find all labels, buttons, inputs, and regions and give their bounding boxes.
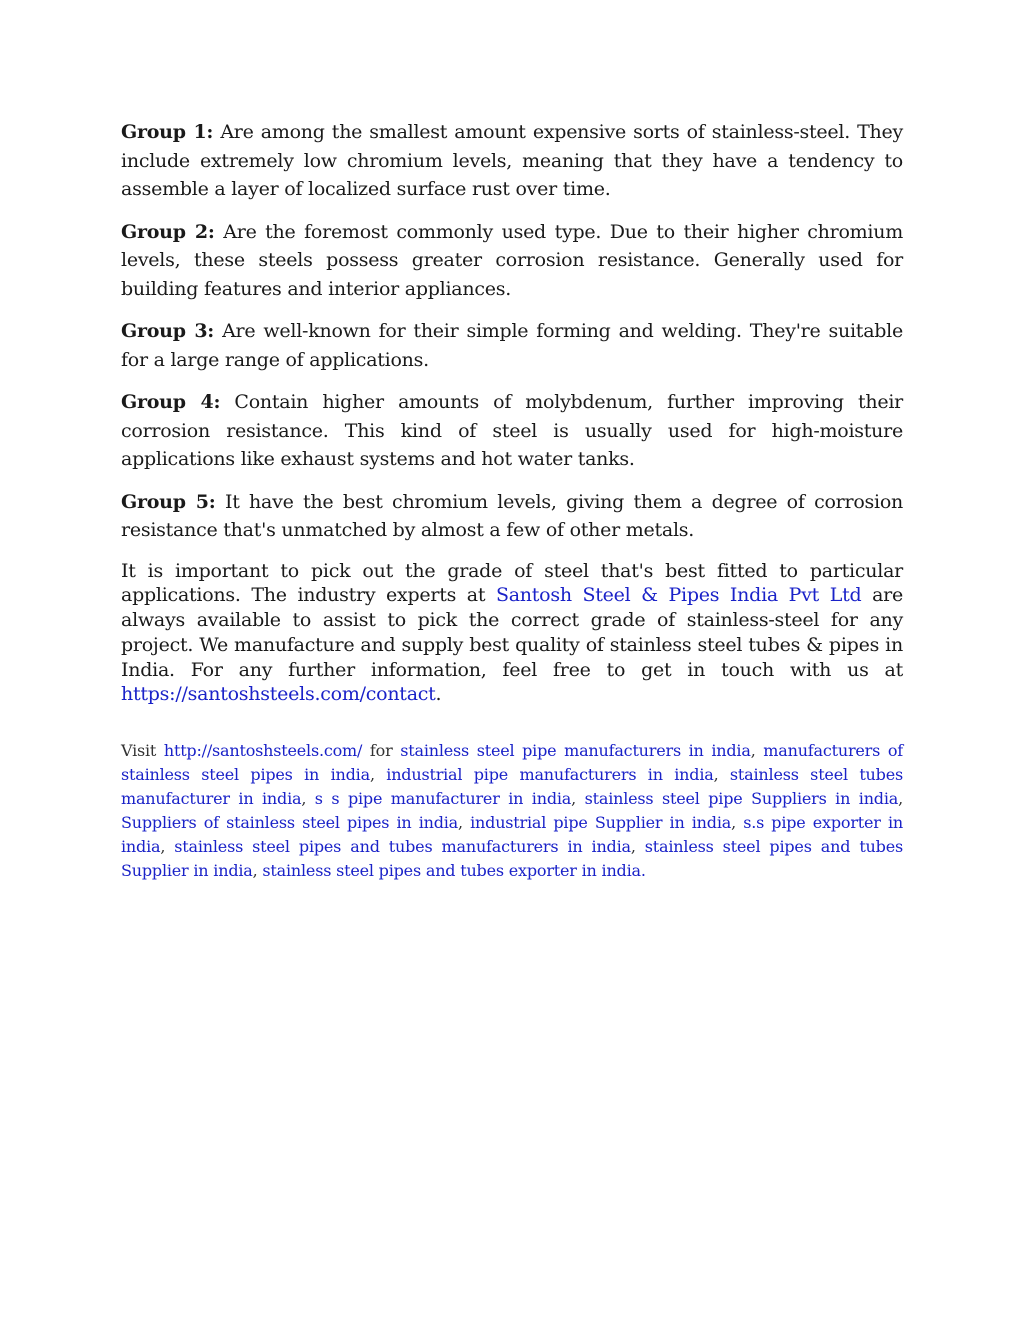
link-separator: , [252,861,263,881]
group-3-paragraph [121,317,903,374]
group-2-text: Are the foremost commonly used type. Due to their higher chromium levels, these steels possess greater corrosion resistance. Generally used for building features and interior appliances. [121,220,903,300]
group-3-text: Are well-known for their simple forming and welding. They're suitable for a large range of applications. [121,320,904,371]
link-separator: , [630,837,645,857]
contact-link[interactable]: https://santoshsteels.com/contact [121,683,436,706]
link-separator: , [160,837,175,857]
link-separator: , [731,813,744,833]
keyword-link[interactable]: s s pipe manufacturer in india [314,789,572,809]
group-1-label: Group 1: [121,121,214,143]
link-separator: , [301,789,315,809]
group-2-paragraph [121,218,903,304]
link-separator: , [898,789,903,809]
keyword-link[interactable]: stainless steel pipes and tubes Supplier in india [121,837,903,881]
keyword-link[interactable]: stainless steel pipe Suppliers in india [584,789,899,809]
keyword-link[interactable]: stainless steel pipes and tubes manufacturers in india [174,837,631,857]
keyword-link[interactable]: industrial pipe Supplier in india [470,813,732,833]
site-link[interactable]: http://santoshsteels.com/ [163,741,363,761]
keyword-link[interactable]: Suppliers of stainless steel pipes in india [121,813,459,833]
keyword-link[interactable]: manufacturers of stainless steel pipes in india [121,741,903,785]
link-separator: , [458,813,471,833]
visit-end: . [640,861,646,881]
keyword-link[interactable]: stainless steel pipe manufacturers in india [400,741,751,761]
group-3-label: Group 3: [121,320,215,342]
keyword-link[interactable]: s.s pipe exporter in india [121,813,903,857]
group-4-label: Group 4: [121,391,221,413]
group-4-paragraph [121,388,903,474]
company-link[interactable]: Santosh Steel & Pipes India Pvt Ltd [495,584,862,607]
group-4-text: Contain higher amounts of molybdenum, further improving their corrosion resistance. This kind of steel is usually used for high-moisture applications like exhaust systems and hot water tanks. [121,391,903,470]
group-1-paragraph [121,118,903,204]
group-2-label: Group 2: [121,220,215,243]
group-1-text: Are among the smallest amount expensive sorts of stainless-steel. They include extremely low chromium levels, meaning that they have a tendency to assemble a layer of localized surface rust over time. [121,121,904,200]
keyword-link[interactable]: stainless steel tubes manufacturer in india [121,765,903,809]
link-separator: , [369,765,387,785]
visit-for-text: for [362,741,401,761]
closing-text-end: . [435,683,442,706]
keyword-link[interactable]: stainless steel pipes and tubes exporter in india [262,861,641,881]
link-separator: , [713,765,730,785]
link-separator: , [571,789,585,809]
group-5-label: Group 5: [121,490,216,513]
keyword-link[interactable]: industrial pipe manufacturers in india [386,765,714,785]
closing-text-start: It is important to pick out the grade of steel that's best fitted to particular applications. The industry experts at [121,559,903,607]
group-5-paragraph [121,488,903,545]
group-5-text: It have the best chromium levels, giving them a degree of corrosion resistance that's unmatched by almost a few of other metals. [121,490,904,541]
visit-prefix: Visit [121,741,164,761]
closing-text-middle: are always available to assist to pick the correct grade of stainless-steel for any project. We manufacture and supply best quality of stainless steel tubes & pipes in India. For any further information, feel free to get in touch with us at [121,584,903,681]
link-separator: , [750,741,764,761]
document-body [121,118,903,883]
closing-paragraph [121,559,903,708]
visit-paragraph [121,739,903,883]
